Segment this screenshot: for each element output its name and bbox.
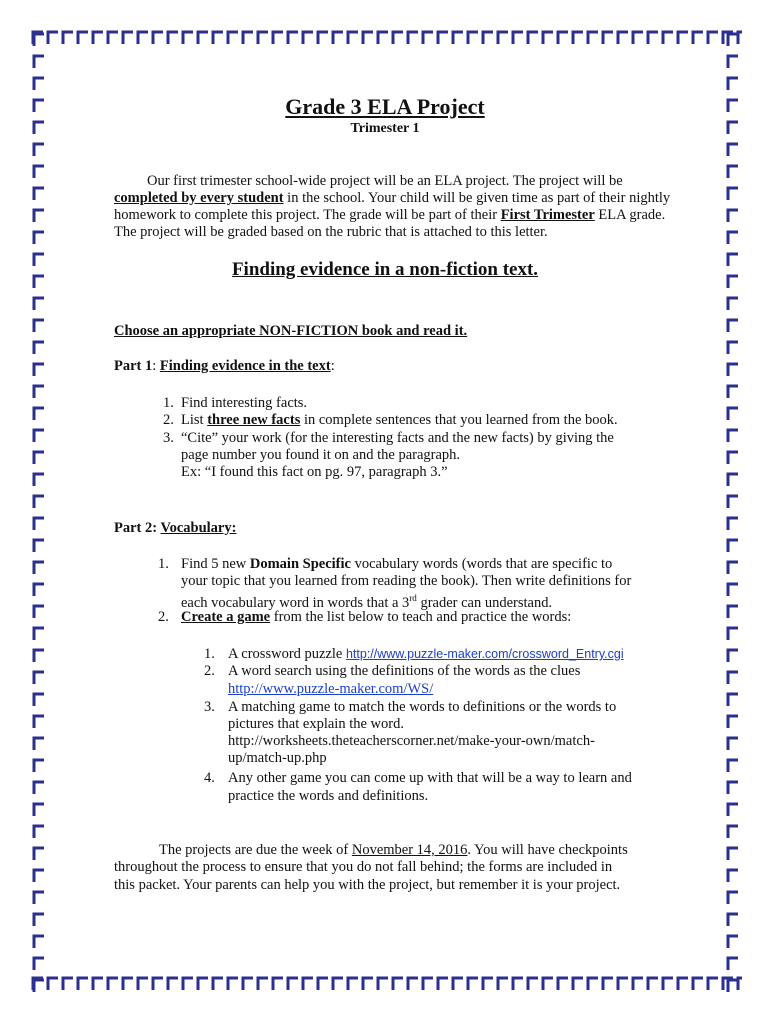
- part1-item-3-line-2: page number you found it on and the paragraph.: [181, 447, 461, 463]
- game-2-text: A word search using the definitions of the words as the clues: [228, 663, 581, 679]
- part2-item-1-bold: Domain Specific: [249, 556, 351, 572]
- part2-item-1-line-1: [181, 555, 612, 573]
- part1-heading: [114, 357, 335, 375]
- game-3-line-1: A matching game to match the words to definitions or the words to: [228, 699, 617, 715]
- word-search-link[interactable]: http://www.puzzle-maker.com/WS/: [228, 681, 434, 697]
- part1-item-2: [181, 411, 618, 429]
- game-4-number: 4.: [204, 770, 215, 786]
- closing-line-1-post: . You will have checkpoints: [467, 842, 628, 858]
- closing-line-1: [159, 841, 628, 859]
- page-title: Grade 3 ELA Project: [285, 94, 485, 119]
- intro-first-trimester: First Trimester: [500, 207, 595, 223]
- closing-line-1-pre: The projects are due the week of: [159, 842, 352, 858]
- game-3-line-2: pictures that explain the word.: [228, 716, 404, 732]
- part2-item-1-line-2: your topic that you learned from reading the book). Then write definitions for: [181, 573, 632, 589]
- part1-title: Finding evidence in the text: [159, 358, 331, 374]
- create-a-game-bold: Create a game: [181, 609, 271, 625]
- part2-item-2-post: from the list below to teach and practice the words:: [270, 609, 572, 625]
- part2-item-2: [181, 608, 571, 626]
- part1-title-colon: :: [330, 358, 335, 374]
- part1-label: Part 1: [114, 358, 153, 374]
- part2-item-1-line-3-post: grader can understand.: [416, 594, 553, 611]
- intro-line-1: Our first trimester school-wide project will be an ELA project. The project will be: [147, 173, 623, 189]
- part1-item-2-number: 2.: [163, 412, 174, 428]
- part2-label: Part 2:: [114, 520, 161, 536]
- game-2-number: 2.: [204, 663, 215, 679]
- part1-item-1-number: 1.: [163, 395, 174, 411]
- game-3-line-4: up/match-up.php: [228, 750, 327, 766]
- part2-item-1-number: 1.: [158, 556, 169, 572]
- game-1: [228, 645, 624, 663]
- page-subtitle: Trimester 1: [350, 121, 420, 136]
- part2-item-1-post: vocabulary words (words that are specific to: [350, 556, 613, 572]
- part1-item-2-bold: three new facts: [207, 412, 301, 428]
- closing-line-3: this packet. Your parents can help you with the project, but remember it is your project.: [114, 877, 621, 893]
- due-date: November 14, 2016: [351, 842, 468, 858]
- part2-heading: [114, 519, 236, 537]
- superscript-rd: rd: [409, 593, 417, 603]
- part1-item-3-line-1: “Cite” your work (for the interesting facts and the new facts) by giving the: [181, 430, 614, 446]
- crossword-link[interactable]: http://www.puzzle-maker.com/crossword_Entry.cgi: [345, 647, 624, 661]
- instruction-line: Choose an appropriate NON-FICTION book and read it.: [114, 323, 468, 339]
- part2-title: Vocabulary:: [160, 520, 237, 536]
- intro-bold-phrase: completed by every student: [114, 190, 284, 206]
- game-4-line-1: Any other game you can come up with that will be a way to learn and: [228, 770, 632, 786]
- part2-item-2-number: 2.: [158, 609, 169, 625]
- intro-line-3-post: ELA grade.: [594, 207, 666, 223]
- part1-item-2-pre: List: [181, 412, 208, 428]
- part1-item-3-line-3: Ex: “I found this fact on pg. 97, paragraph 3.”: [181, 464, 448, 480]
- intro-line-3: [114, 206, 665, 224]
- part2-item-1-pre: Find 5 new: [181, 556, 250, 572]
- game-3-line-3: http://worksheets.theteacherscorner.net/make-your-own/match-: [228, 733, 595, 749]
- intro-line-2: [114, 189, 670, 207]
- intro-line-2-rest: in the school. Your child will be given time as part of their nightly: [283, 190, 671, 206]
- intro-line-3-pre: homework to complete this project. The grade will be part of their: [114, 207, 501, 223]
- game-4-line-2: practice the words and definitions.: [228, 788, 429, 804]
- part1-item-2-post: in complete sentences that you learned from the book.: [300, 412, 618, 428]
- part1-item-3-number: 3.: [163, 430, 174, 446]
- part1-colon: :: [152, 358, 160, 374]
- game-1-text: A crossword puzzle: [228, 646, 346, 662]
- part2-item-1-line-3-pre: each vocabulary word in words that a 3: [181, 594, 410, 611]
- closing-line-2: throughout the process to ensure that you do not fall behind; the forms are included in: [114, 859, 613, 875]
- game-3-number: 3.: [204, 699, 215, 715]
- section-heading: Finding evidence in a non-fiction text.: [231, 259, 539, 280]
- game-1-number: 1.: [204, 646, 215, 662]
- part1-item-1: Find interesting facts.: [181, 395, 308, 411]
- intro-line-4: The project will be graded based on the rubric that is attached to this letter.: [114, 224, 548, 240]
